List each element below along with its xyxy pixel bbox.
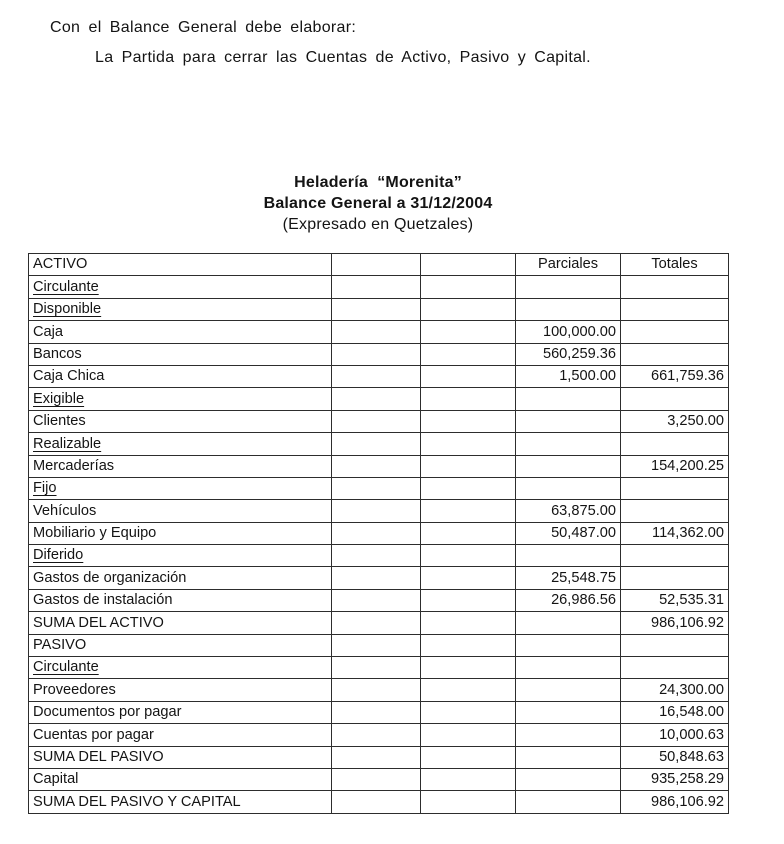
totales-cell: 935,258.29 bbox=[621, 768, 729, 790]
parciales-cell: 50,487.00 bbox=[516, 522, 621, 544]
totales-cell bbox=[621, 433, 729, 455]
totales-cell: 10,000.63 bbox=[621, 724, 729, 746]
empty-cell-2 bbox=[421, 410, 516, 432]
header-empty-2 bbox=[421, 254, 516, 276]
table-row bbox=[29, 634, 729, 656]
table-row bbox=[29, 657, 729, 679]
statement-title: Balance General a 31/12/2004 bbox=[263, 195, 493, 212]
empty-cell-2 bbox=[421, 477, 516, 499]
account-cell: Mercaderías bbox=[29, 455, 332, 477]
account-label: Diferido bbox=[33, 547, 84, 564]
empty-cell-1 bbox=[332, 343, 421, 365]
currency-note: (Expresado en Quetzales) bbox=[282, 216, 474, 233]
table-row bbox=[29, 545, 729, 567]
empty-cell-1 bbox=[332, 433, 421, 455]
account-label: Exigible bbox=[33, 390, 85, 407]
table-row bbox=[29, 455, 729, 477]
balance-sheet-table bbox=[28, 253, 729, 814]
account-cell: Caja bbox=[29, 321, 332, 343]
empty-cell-1 bbox=[332, 276, 421, 298]
account-cell bbox=[29, 433, 332, 455]
totales-cell: 50,848.63 bbox=[621, 746, 729, 768]
parciales-cell bbox=[516, 477, 621, 499]
table-row bbox=[29, 746, 729, 768]
table-row bbox=[29, 567, 729, 589]
parciales-cell bbox=[516, 724, 621, 746]
account-cell: Proveedores bbox=[29, 679, 332, 701]
parciales-cell bbox=[516, 612, 621, 634]
company-name: Heladería “Morenita” bbox=[294, 174, 462, 191]
statement-title-block bbox=[28, 172, 728, 235]
table-row bbox=[29, 612, 729, 634]
empty-cell-2 bbox=[421, 500, 516, 522]
empty-cell-1 bbox=[332, 634, 421, 656]
totales-cell: 986,106.92 bbox=[621, 791, 729, 813]
table-header-row bbox=[29, 254, 729, 276]
empty-cell-2 bbox=[421, 701, 516, 723]
account-cell: Mobiliario y Equipo bbox=[29, 522, 332, 544]
empty-cell-1 bbox=[332, 365, 421, 387]
totales-cell bbox=[621, 634, 729, 656]
header-totales: Totales bbox=[621, 254, 729, 276]
parciales-cell bbox=[516, 433, 621, 455]
totales-cell: 154,200.25 bbox=[621, 455, 729, 477]
totales-cell: 52,535.31 bbox=[621, 589, 729, 611]
parciales-cell: 25,548.75 bbox=[516, 567, 621, 589]
totales-cell bbox=[621, 657, 729, 679]
table-row bbox=[29, 791, 729, 813]
empty-cell-2 bbox=[421, 321, 516, 343]
table-row bbox=[29, 298, 729, 320]
parciales-cell: 1,500.00 bbox=[516, 365, 621, 387]
parciales-cell bbox=[516, 388, 621, 410]
parciales-cell bbox=[516, 746, 621, 768]
instruction-line-1: Con el Balance General debe elaborar: bbox=[50, 19, 357, 36]
account-label: Disponible bbox=[33, 301, 102, 318]
empty-cell-2 bbox=[421, 388, 516, 410]
empty-cell-2 bbox=[421, 567, 516, 589]
totales-cell bbox=[621, 567, 729, 589]
totales-cell bbox=[621, 321, 729, 343]
empty-cell-2 bbox=[421, 791, 516, 813]
empty-cell-2 bbox=[421, 455, 516, 477]
empty-cell-1 bbox=[332, 455, 421, 477]
table-row bbox=[29, 365, 729, 387]
empty-cell-2 bbox=[421, 746, 516, 768]
table-row bbox=[29, 410, 729, 432]
empty-cell-1 bbox=[332, 746, 421, 768]
account-cell: Gastos de instalación bbox=[29, 589, 332, 611]
empty-cell-1 bbox=[332, 612, 421, 634]
account-cell: SUMA DEL PASIVO bbox=[29, 746, 332, 768]
empty-cell-1 bbox=[332, 724, 421, 746]
instruction-line-2: La Partida para cerrar las Cuentas de Activo, Pasivo y Capital. bbox=[95, 49, 591, 66]
parciales-cell: 26,986.56 bbox=[516, 589, 621, 611]
totales-cell bbox=[621, 545, 729, 567]
account-label: Realizable bbox=[33, 435, 102, 452]
table-row bbox=[29, 321, 729, 343]
empty-cell-1 bbox=[332, 679, 421, 701]
parciales-cell bbox=[516, 657, 621, 679]
account-cell: PASIVO bbox=[29, 634, 332, 656]
parciales-cell bbox=[516, 298, 621, 320]
empty-cell-2 bbox=[421, 433, 516, 455]
parciales-cell bbox=[516, 545, 621, 567]
parciales-cell: 63,875.00 bbox=[516, 500, 621, 522]
account-label: Circulante bbox=[33, 278, 99, 295]
empty-cell-2 bbox=[421, 545, 516, 567]
account-cell: SUMA DEL PASIVO Y CAPITAL bbox=[29, 791, 332, 813]
totales-cell bbox=[621, 276, 729, 298]
account-cell: Clientes bbox=[29, 410, 332, 432]
account-cell: Caja Chica bbox=[29, 365, 332, 387]
totales-cell bbox=[621, 500, 729, 522]
parciales-cell bbox=[516, 455, 621, 477]
header-parciales: Parciales bbox=[516, 254, 621, 276]
empty-cell-1 bbox=[332, 500, 421, 522]
empty-cell-2 bbox=[421, 657, 516, 679]
totales-cell bbox=[621, 343, 729, 365]
totales-cell: 661,759.36 bbox=[621, 365, 729, 387]
empty-cell-1 bbox=[332, 701, 421, 723]
empty-cell-2 bbox=[421, 522, 516, 544]
parciales-cell: 100,000.00 bbox=[516, 321, 621, 343]
totales-cell: 986,106.92 bbox=[621, 612, 729, 634]
header-empty-1 bbox=[332, 254, 421, 276]
table-row bbox=[29, 388, 729, 410]
account-cell bbox=[29, 388, 332, 410]
account-cell: SUMA DEL ACTIVO bbox=[29, 612, 332, 634]
empty-cell-1 bbox=[332, 791, 421, 813]
parciales-cell: 560,259.36 bbox=[516, 343, 621, 365]
empty-cell-1 bbox=[332, 522, 421, 544]
table-row bbox=[29, 522, 729, 544]
account-cell: Vehículos bbox=[29, 500, 332, 522]
totales-cell bbox=[621, 477, 729, 499]
table-row bbox=[29, 500, 729, 522]
table-row bbox=[29, 276, 729, 298]
parciales-cell bbox=[516, 276, 621, 298]
empty-cell-2 bbox=[421, 768, 516, 790]
account-cell: Documentos por pagar bbox=[29, 701, 332, 723]
totales-cell bbox=[621, 298, 729, 320]
totales-cell: 16,548.00 bbox=[621, 701, 729, 723]
empty-cell-1 bbox=[332, 567, 421, 589]
totales-cell: 114,362.00 bbox=[621, 522, 729, 544]
empty-cell-1 bbox=[332, 545, 421, 567]
parciales-cell bbox=[516, 679, 621, 701]
account-cell: Cuentas por pagar bbox=[29, 724, 332, 746]
table-row bbox=[29, 768, 729, 790]
parciales-cell bbox=[516, 410, 621, 432]
empty-cell-2 bbox=[421, 589, 516, 611]
account-label: Circulante bbox=[33, 659, 99, 676]
empty-cell-1 bbox=[332, 388, 421, 410]
account-cell: Gastos de organización bbox=[29, 567, 332, 589]
totales-cell: 24,300.00 bbox=[621, 679, 729, 701]
totales-cell: 3,250.00 bbox=[621, 410, 729, 432]
account-cell: Capital bbox=[29, 768, 332, 790]
parciales-cell bbox=[516, 634, 621, 656]
table-row bbox=[29, 433, 729, 455]
account-cell bbox=[29, 477, 332, 499]
empty-cell-2 bbox=[421, 634, 516, 656]
account-cell: Bancos bbox=[29, 343, 332, 365]
empty-cell-1 bbox=[332, 298, 421, 320]
table-row bbox=[29, 343, 729, 365]
table-row bbox=[29, 724, 729, 746]
empty-cell-2 bbox=[421, 276, 516, 298]
table-row bbox=[29, 477, 729, 499]
account-label: Fijo bbox=[33, 480, 57, 497]
parciales-cell bbox=[516, 791, 621, 813]
empty-cell-2 bbox=[421, 343, 516, 365]
parciales-cell bbox=[516, 768, 621, 790]
totales-cell bbox=[621, 388, 729, 410]
empty-cell-2 bbox=[421, 365, 516, 387]
account-cell bbox=[29, 545, 332, 567]
instructions-block bbox=[50, 18, 591, 67]
empty-cell-1 bbox=[332, 410, 421, 432]
empty-cell-2 bbox=[421, 679, 516, 701]
table-row bbox=[29, 679, 729, 701]
empty-cell-2 bbox=[421, 724, 516, 746]
empty-cell-1 bbox=[332, 321, 421, 343]
empty-cell-1 bbox=[332, 589, 421, 611]
parciales-cell bbox=[516, 701, 621, 723]
account-cell bbox=[29, 657, 332, 679]
account-cell bbox=[29, 276, 332, 298]
empty-cell-2 bbox=[421, 612, 516, 634]
balance-table-body bbox=[29, 276, 729, 813]
empty-cell-1 bbox=[332, 477, 421, 499]
empty-cell-1 bbox=[332, 768, 421, 790]
empty-cell-2 bbox=[421, 298, 516, 320]
account-cell bbox=[29, 298, 332, 320]
empty-cell-1 bbox=[332, 657, 421, 679]
table-row bbox=[29, 701, 729, 723]
table-row bbox=[29, 589, 729, 611]
header-account: ACTIVO bbox=[29, 254, 332, 276]
